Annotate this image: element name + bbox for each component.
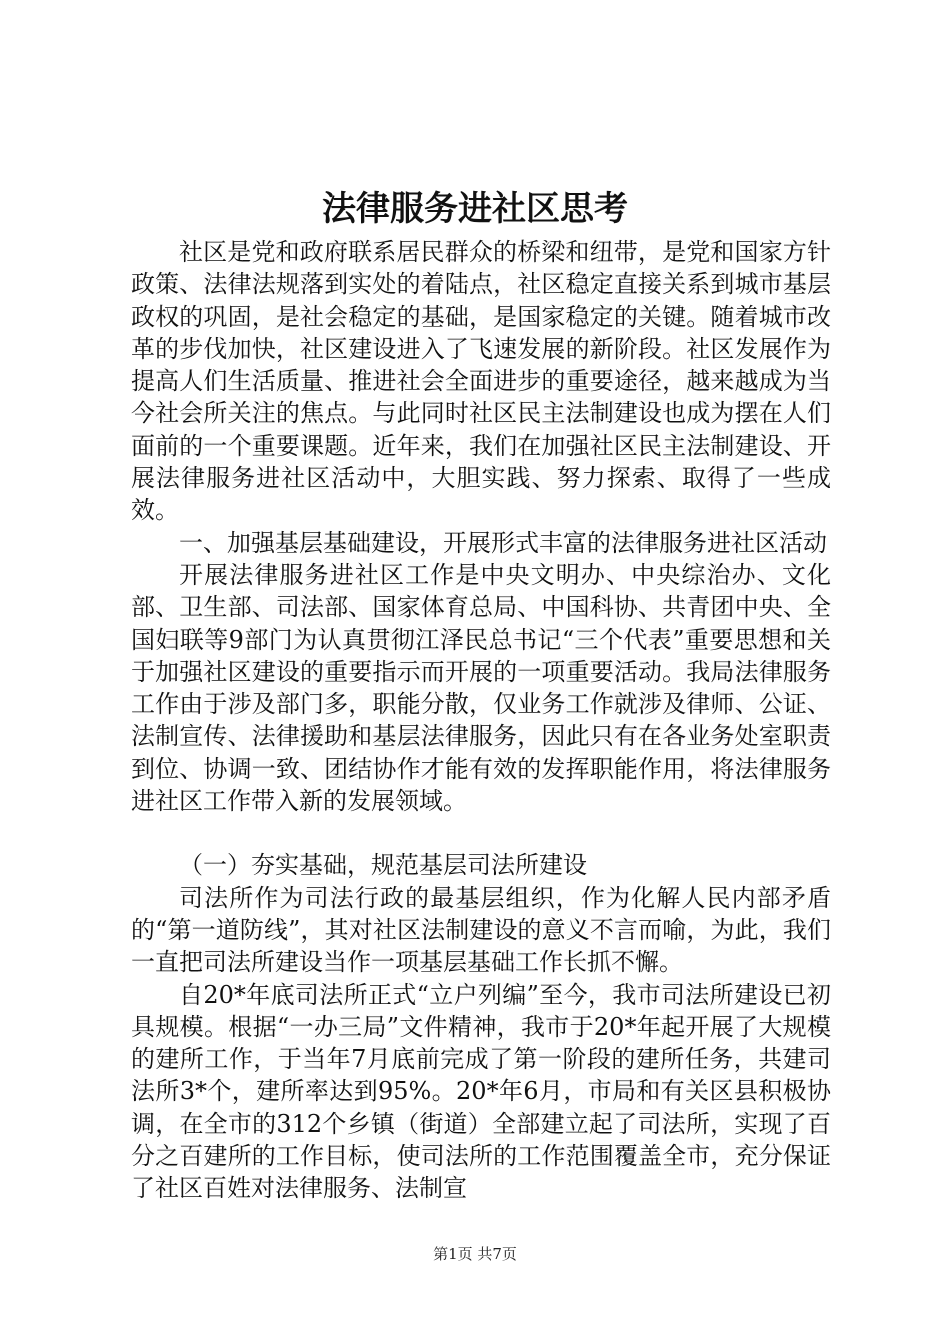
document-title: 法律服务进社区思考	[322, 189, 628, 229]
document-body	[131, 236, 831, 1205]
subsection-heading-1: （一）夯实基础，规范基层司法所建设	[179, 851, 587, 880]
paragraph-judicial-office: 司法所作为司法行政的最基层组织，作为化解人民内部矛盾的“第一道防线”，其对社区法制建设的意义不言而喻，为此，我们一直把司法所建设当作一项基层基础工作长抓不懈。	[131, 883, 831, 977]
page-number: 第1页 共7页	[433, 1245, 517, 1263]
section-heading-1: 一、加强基层基础建设，开展形式丰富的法律服务进社区活动	[179, 528, 827, 557]
paragraph-office-construction: 自20*年底司法所正式“立户列编”至今，我市司法所建设已初具规模。根据“一办三局”文件精神，我市于20*年起开展了大规模的建所工作，于当年7月底前完成了第一阶段的建所任务，共建司法所3*个，建所率达到95%。20*年6月，市局和有关区县积极协调，在全市的312个乡镇（街道）全部建立起了司法所，实现了百分之百建所的工作目标，使司法所的工作范围覆盖全市，充分保证了社区百姓对法律服务、法制宣	[131, 980, 831, 1203]
paragraph-section-1: 开展法律服务进社区工作是中央文明办、中央综治办、文化部、卫生部、司法部、国家体育总局、中国科协、共青团中央、全国妇联等9部门为认真贯彻江泽民总书记“三个代表”重要思想和关于加强社区建设的重要指示而开展的一项重要活动。我局法律服务工作由于涉及部门多，职能分散，仅业务工作就涉及律师、公证、法制宣传、法律援助和基层法律服务，因此只有在各业务处室职责到位、协调一致、团结协作才能有效的发挥职能作用，将法律服务进社区工作带入新的发展领域。	[131, 560, 831, 816]
paragraph-intro: 社区是党和政府联系居民群众的桥梁和纽带，是党和国家方针政策、法律法规落到实处的着陆点，社区稳定直接关系到城市基层政权的巩固，是社会稳定的基础，是国家稳定的关键。随着城市改革的步伐加快，社区建设进入了飞速发展的新阶段。社区发展作为提高人们生活质量、推进社会全面进步的重要途径，越来越成为当今社会所关注的焦点。与此同时社区民主法制建设也成为摆在人们面前的一个重要课题。近年来，我们在加强社区民主法制建设、开展法律服务进社区活动中，大胆实践、努力探索、取得了一些成效。	[131, 238, 831, 525]
